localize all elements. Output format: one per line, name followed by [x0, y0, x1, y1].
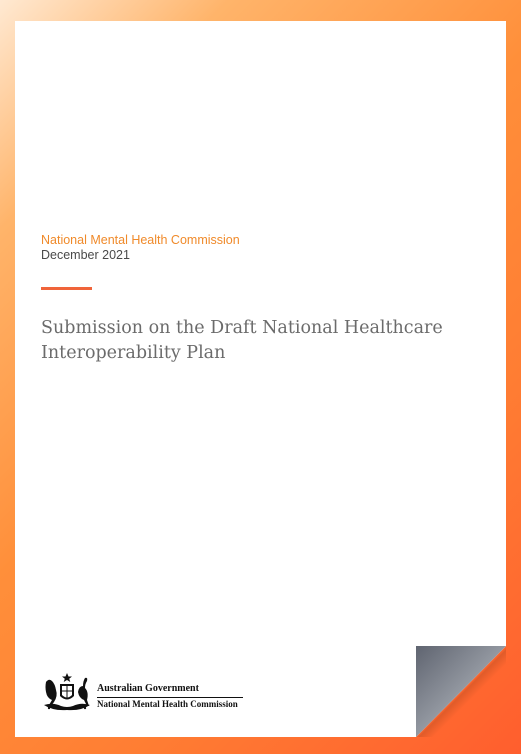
- cover-sheet: [15, 21, 506, 737]
- publication-date: December 2021: [41, 248, 130, 262]
- government-name: Australian Government: [97, 683, 199, 694]
- document-title: Submission on the Draft National Healthcare Interoperability Plan: [41, 318, 443, 363]
- logo-divider: [97, 697, 243, 698]
- coat-of-arms-icon: [41, 672, 93, 712]
- department-name: National Mental Health Commission: [97, 699, 238, 709]
- organisation-name: National Mental Health Commission: [41, 233, 240, 247]
- accent-divider: [41, 287, 92, 290]
- government-logo: [41, 672, 251, 712]
